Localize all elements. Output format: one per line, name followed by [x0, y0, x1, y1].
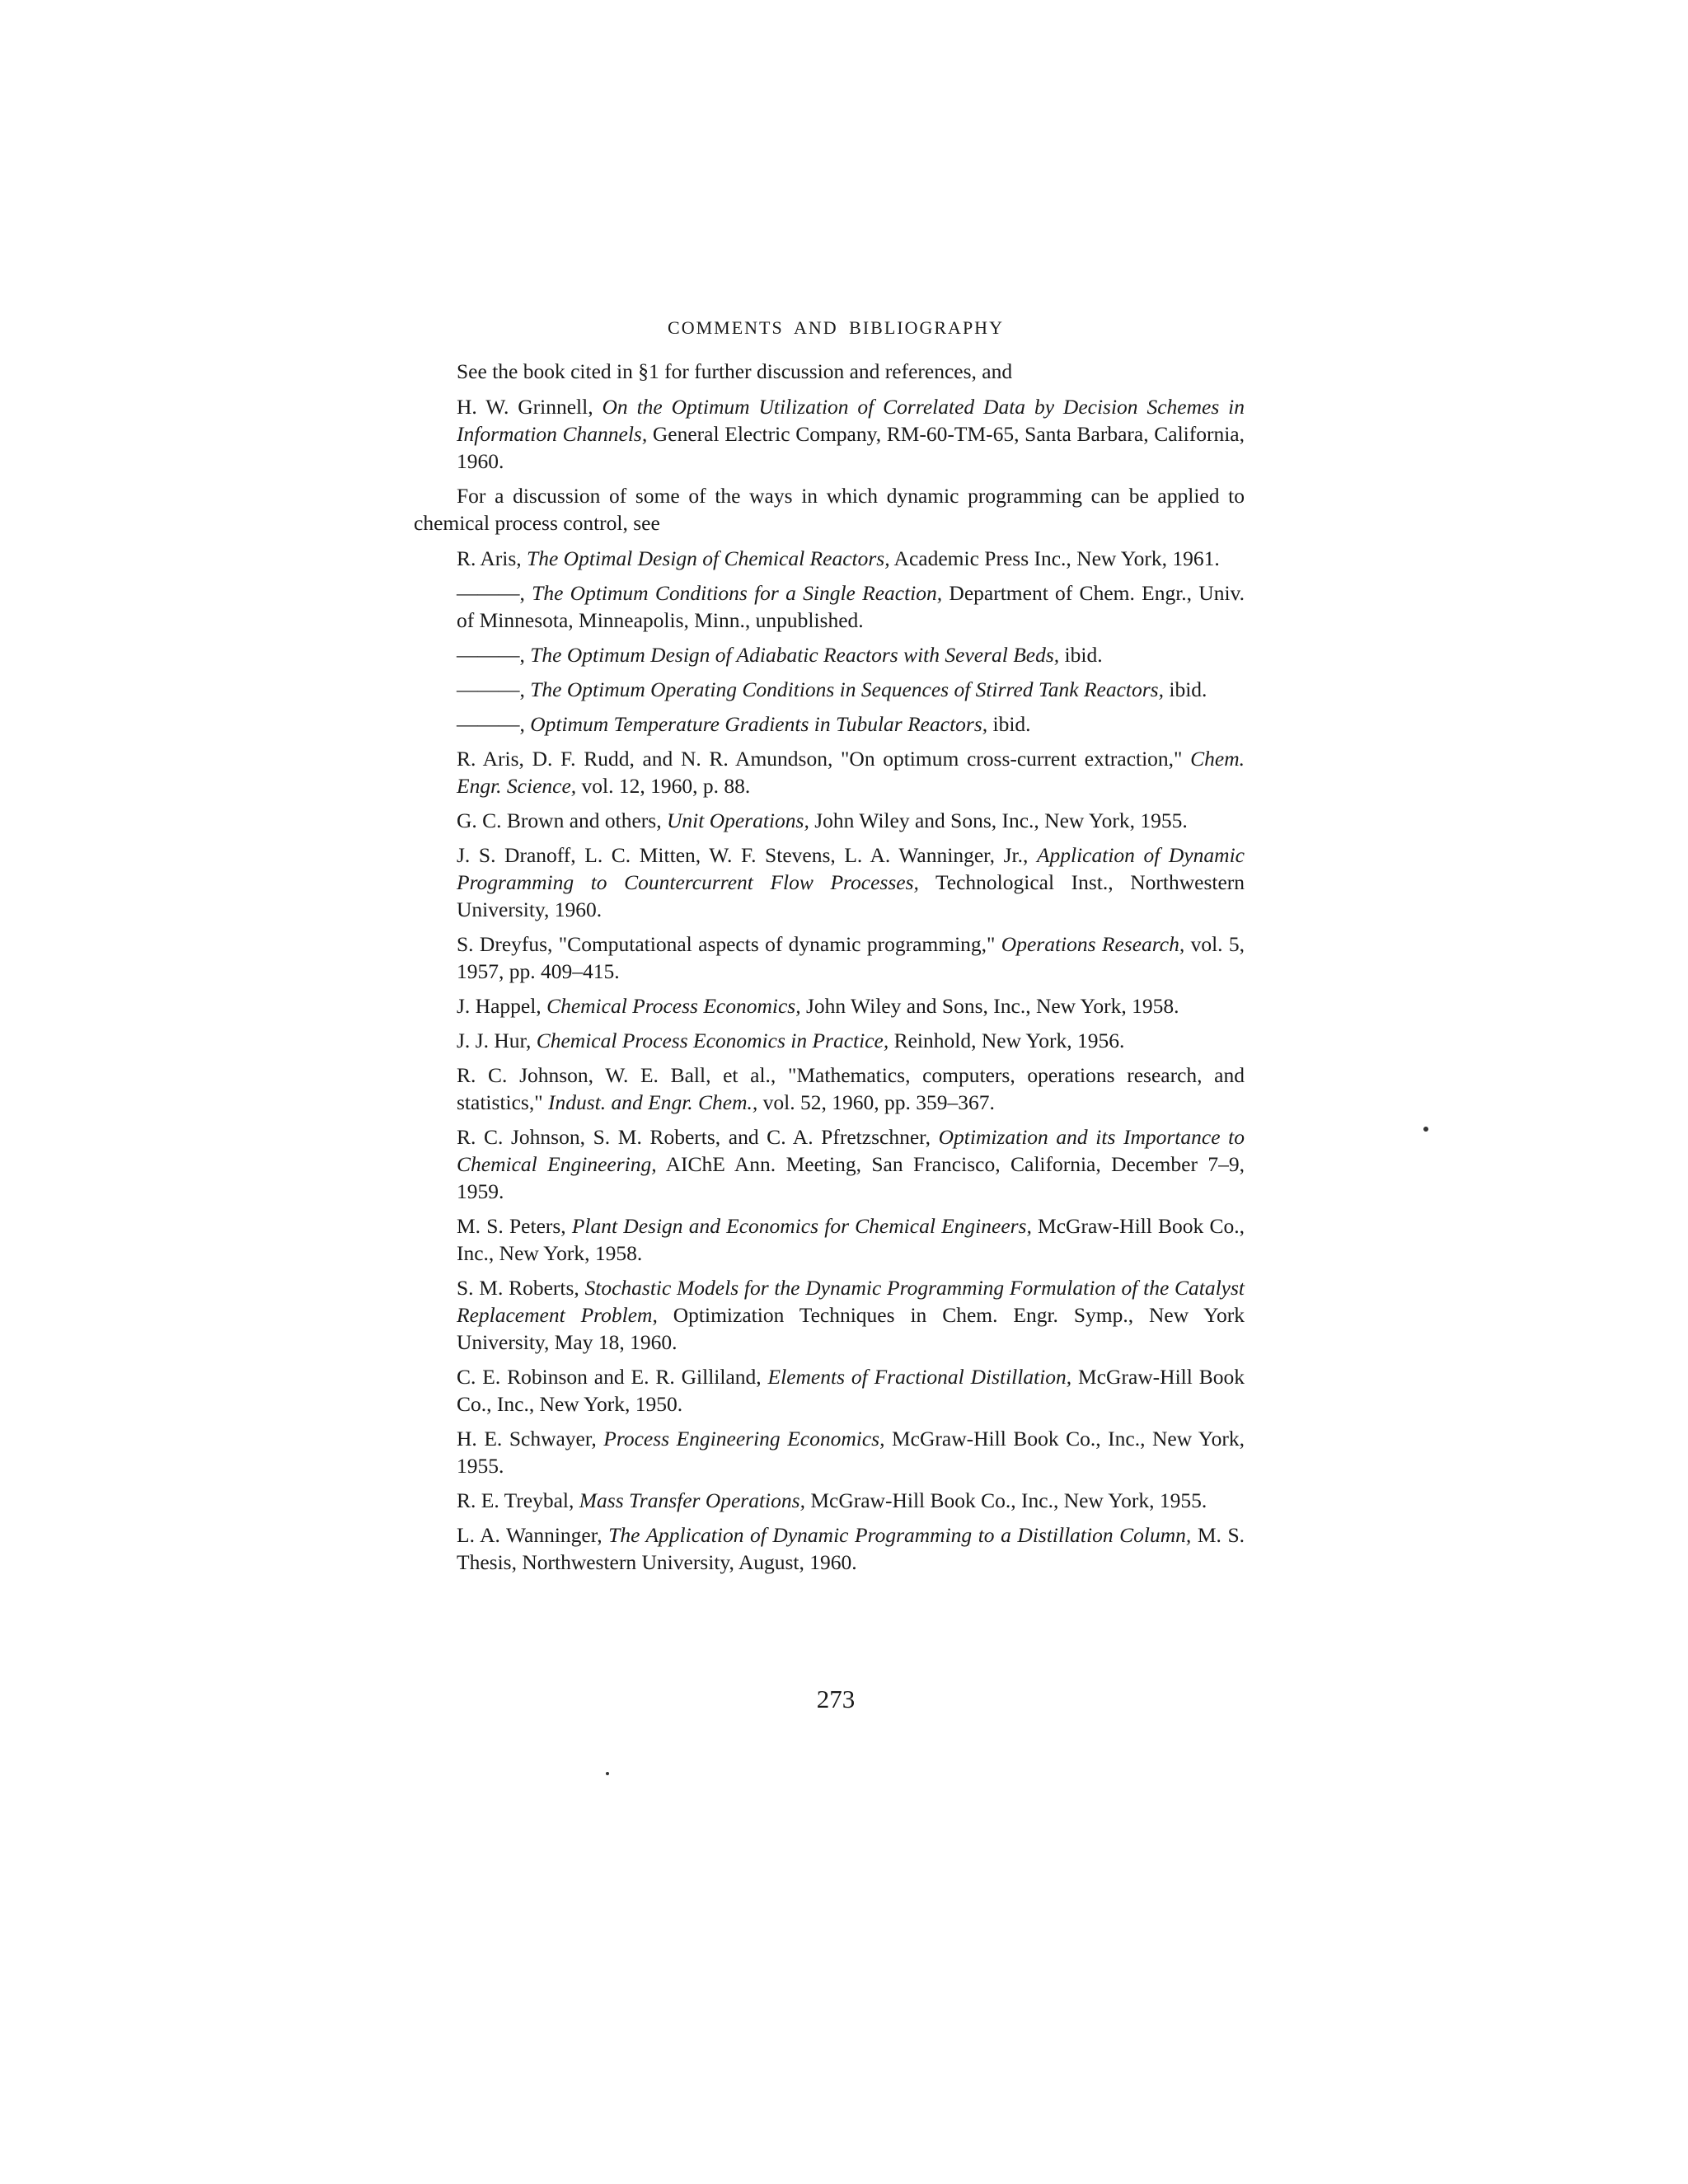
scan-speck [606, 1772, 609, 1775]
reference-details: McGraw-Hill Book Co., Inc., New York, 1950. [457, 1365, 1245, 1416]
reference-details: McGraw-Hill Book Co., Inc., New York, 1958. [457, 1214, 1245, 1265]
intro-paragraph-1: See the book cited in §1 for further discussion and references, and [457, 359, 1013, 383]
reference-details: Technological Inst., Northwestern University, 1960. [457, 870, 1245, 921]
reference-title: The Optimum Operating Conditions in Sequences of Stirred Tank Reactors, [530, 677, 1164, 701]
reference-author: H. W. Grinnell, [457, 395, 603, 419]
reference-title: The Application of Dynamic Programming to a Distillation Column, [608, 1523, 1192, 1547]
reference-author: J. Happel, [457, 994, 547, 1018]
reference-title: Operations Research, [1001, 932, 1185, 956]
reference-details: John Wiley and Sons, Inc., New York, 1958. [800, 994, 1179, 1018]
reference-details: ibid. [987, 712, 1031, 736]
reference-grinnell [457, 393, 1245, 475]
page-heading: COMMENTS AND BIBLIOGRAPHY [668, 317, 1004, 338]
reference-title: The Optimum Conditions for a Single Reaction, [532, 581, 943, 605]
reference-entry [457, 807, 1245, 834]
page-number: 273 [816, 1685, 856, 1713]
reference-details: vol. 12, 1960, p. 88. [576, 774, 751, 798]
bibliography-body [414, 358, 1245, 1583]
reference-details: Reinhold, New York, 1956. [889, 1029, 1125, 1052]
reference-title: Elements of Fractional Distillation, [767, 1365, 1072, 1389]
reference-title: Unit Operations, [666, 808, 809, 832]
reference-entry [457, 1027, 1245, 1054]
reference-entry [457, 579, 1245, 634]
reference-details: Academic Press Inc., New York, 1961. [889, 546, 1220, 570]
reference-details: vol. 52, 1960, pp. 359–367. [757, 1090, 995, 1114]
reference-entry [457, 545, 1245, 572]
reference-entry [457, 676, 1245, 703]
reference-title: The Optimum Design of Adiabatic Reactors with Several Beds, [530, 643, 1060, 667]
reference-details: General Electric Company, RM-60-TM-65, Santa Barbara, California, 1960. [457, 422, 1245, 473]
reference-author: R. E. Treybal, [457, 1488, 579, 1512]
reference-list [435, 545, 1245, 1576]
reference-title: Optimization and its Importance to Chemical Engineering, [457, 1125, 1245, 1176]
reference-author: J. S. Dranoff, L. C. Mitten, W. F. Stevens, L. A. Wanninger, Jr., [457, 843, 1037, 867]
reference-details: ibid. [1164, 677, 1207, 701]
scan-speck [1423, 1127, 1428, 1132]
reference-author: S. M. Roberts, [457, 1276, 585, 1300]
reference-details: ibid. [1059, 643, 1103, 667]
reference-entry [457, 1487, 1245, 1514]
reference-title: Chemical Process Economics in Practice, [536, 1029, 889, 1052]
reference-entry [457, 930, 1245, 985]
reference-author: H. E. Schwayer, [457, 1427, 604, 1451]
reference-author: ———, [457, 581, 532, 605]
reference-author: L. A. Wanninger, [457, 1523, 609, 1547]
reference-author: R. C. Johnson, W. E. Ball, et al., "Mathematics, computers, operations research, and statistics," [457, 1063, 1245, 1114]
intro-paragraph-2: For a discussion of some of the ways in which dynamic programming can be applied to chemical process control, see [414, 484, 1245, 535]
reference-details: McGraw-Hill Book Co., Inc., New York, 1955. [457, 1427, 1245, 1478]
reference-author: R. C. Johnson, S. M. Roberts, and C. A. Pfretzschner, [457, 1125, 939, 1149]
reference-title: Chemical Process Economics, [546, 994, 801, 1018]
reference-author: ———, [457, 677, 531, 701]
reference-entry [457, 1363, 1245, 1418]
reference-title: Chem. Engr. Science, [457, 747, 1245, 798]
reference-entry [457, 1425, 1245, 1479]
reference-details: Optimization Techniques in Chem. Engr. Symp., New York University, May 18, 1960. [457, 1303, 1245, 1354]
reference-entry [457, 1062, 1245, 1116]
reference-author: J. J. Hur, [457, 1029, 537, 1052]
reference-entry [457, 1212, 1245, 1267]
reference-title: Process Engineering Economics, [603, 1427, 885, 1451]
reference-details: Department of Chem. Engr., Univ. of Minnesota, Minneapolis, Minn., unpublished. [457, 581, 1245, 632]
reference-entry [457, 745, 1245, 799]
reference-title: Optimum Temperature Gradients in Tubular Reactors, [530, 712, 988, 736]
reference-title: Plant Design and Economics for Chemical Engineers, [571, 1214, 1032, 1238]
reference-details: John Wiley and Sons, Inc., New York, 1955. [809, 808, 1188, 832]
reference-title: The Optimal Design of Chemical Reactors, [527, 546, 890, 570]
reference-entry [457, 1123, 1245, 1205]
reference-details: vol. 5, 1957, pp. 409–415. [457, 932, 1245, 983]
reference-author: ———, [457, 643, 531, 667]
reference-title: Mass Transfer Operations, [579, 1488, 805, 1512]
reference-entry [457, 641, 1245, 668]
reference-author: C. E. Robinson and E. R. Gilliland, [457, 1365, 768, 1389]
reference-entry [457, 710, 1245, 738]
reference-entry [457, 1521, 1245, 1576]
reference-details: McGraw-Hill Book Co., Inc., New York, 1955. [804, 1488, 1207, 1512]
reference-title: Indust. and Engr. Chem., [548, 1090, 758, 1114]
reference-entry [457, 841, 1245, 923]
reference-entry [457, 992, 1245, 1019]
reference-author: S. Dreyfus, "Computational aspects of dynamic programming," [457, 932, 1001, 956]
reference-details: AIChE Ann. Meeting, San Francisco, California, December 7–9, 1959. [457, 1152, 1245, 1203]
reference-author: R. Aris, D. F. Rudd, and N. R. Amundson, "On optimum cross-current extraction," [457, 747, 1191, 771]
reference-author: R. Aris, [457, 546, 528, 570]
reference-title: On the Optimum Utilization of Correlated Data by Decision Schemes in Information Channels, [457, 395, 1245, 446]
reference-entry [457, 1274, 1245, 1356]
reference-author: G. C. Brown and others, [457, 808, 667, 832]
reference-title: Stochastic Models for the Dynamic Programming Formulation of the Catalyst Replacement Problem, [457, 1276, 1245, 1327]
reference-author: ———, [457, 712, 531, 736]
reference-author: M. S. Peters, [457, 1214, 572, 1238]
reference-title: Application of Dynamic Programming to Countercurrent Flow Processes, [457, 843, 1245, 894]
reference-details: M. S. Thesis, Northwestern University, August, 1960. [457, 1523, 1245, 1574]
